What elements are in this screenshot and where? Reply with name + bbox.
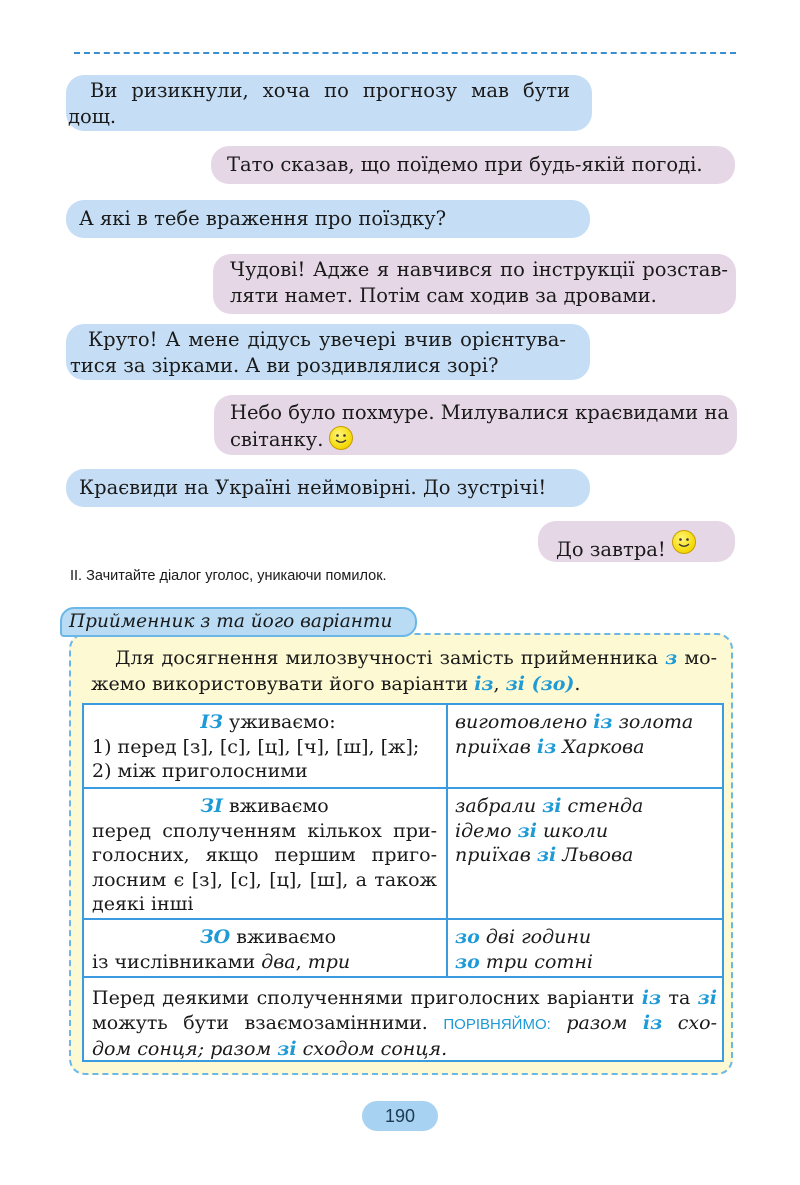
row-zi-examples (455, 794, 720, 868)
row-zo-heading-rest: вживаємо (230, 926, 337, 948)
dialogue-bubble-5 (66, 324, 590, 380)
row-zo-comma: , (295, 950, 308, 973)
note-text: можуть бути взаємозамінними. (92, 1012, 444, 1034)
example-accent: зі (542, 795, 562, 817)
note-text: сходом сонця. (296, 1038, 448, 1060)
row-zo-numeral-dva: два (261, 950, 296, 973)
bubble-5-line1: Круто! А мене дідусь увечері вчив орієнтува- (88, 328, 566, 351)
note-accent: зі (697, 987, 717, 1009)
example-text: стенда (561, 795, 644, 817)
note-text: дом сонця; разом (92, 1038, 278, 1060)
row-divider (84, 918, 722, 920)
intro-accent-iz: із (474, 673, 494, 695)
smiley-icon (329, 426, 353, 450)
row-zi-line3: лосним є [з], [с], [ц], [ш], а також (92, 868, 437, 891)
row-iz-heading-rest: уживаємо: (222, 711, 336, 733)
example-text: золота (612, 711, 694, 733)
bubble-2-text: Тато сказав, що поїдемо при будь-якій погоді. (227, 153, 703, 176)
intro-end: . (574, 673, 581, 695)
instruction-text: II. Зачитайте діалог уголос, уникаючи помилок. (70, 568, 387, 584)
example-text: Харкова (556, 735, 645, 758)
dialogue-bubble-6 (214, 395, 737, 455)
note-text: схо- (662, 1012, 717, 1034)
row-zo-rule (92, 925, 444, 974)
rule-table (82, 703, 724, 1062)
bubble-8-text: До завтра! (556, 538, 666, 561)
row-divider (84, 976, 722, 978)
intro-text-a: Для досягнення милозвучності замість прийменника (115, 647, 666, 669)
example-accent: зо (455, 950, 480, 973)
example-text: ідемо (455, 819, 518, 842)
bubble-6-line1: Небо було похмуре. Милувалися краєвидами на (230, 401, 729, 424)
dialogue-bubble-7 (66, 469, 590, 507)
column-divider (446, 705, 448, 978)
row-zi-line2: голосних, якщо першим пригo- (92, 844, 437, 866)
note-accent: зі (277, 1038, 297, 1060)
row-zi-line1: перед сполученням кількох при- (92, 819, 437, 842)
row-iz-examples (455, 710, 720, 759)
example-text: приїхав (455, 735, 537, 758)
example-accent: із (536, 735, 557, 758)
example-text: дві години (479, 926, 592, 948)
bubble-6-line2: світанку. (230, 428, 324, 451)
rule-intro (91, 645, 717, 697)
note-accent: із (641, 987, 662, 1009)
bubble-1-line2: дощ. (68, 105, 117, 128)
note-text: Перед деякими сполученнями приголосних варіанти (92, 987, 642, 1009)
dialogue-bubble-3 (66, 200, 590, 238)
example-text: забрали (455, 795, 543, 817)
row-zi-line4: деякі інші (92, 893, 194, 915)
row-divider (84, 787, 722, 789)
row-zo-examples (455, 925, 720, 974)
smiley-icon (672, 530, 696, 554)
row-zi-heading-rest: вживаємо (222, 795, 329, 817)
example-text: школи (536, 819, 609, 842)
bubble-4-line1: Чудові! Адже я навчився по інструкції розстав- (230, 258, 728, 281)
row-zo-line-text: із числівниками (92, 950, 262, 973)
row-iz-line2: 2) між приголосними (92, 760, 308, 782)
example-accent: із (593, 711, 613, 733)
table-note (92, 986, 717, 1062)
row-iz-heading: ІЗ (200, 711, 223, 733)
intro-comma: , (493, 673, 506, 695)
row-zo-numeral-try: три (307, 950, 351, 973)
bubble-7-text: Краєвиди на Україні неймовірні. До зустрічі! (79, 476, 547, 499)
example-text: виготовлено (455, 711, 594, 733)
bubble-4-line2: ляти намет. Потім сам ходив за дровами. (230, 284, 657, 307)
row-zi-rule (92, 794, 437, 917)
note-text: разом (550, 1012, 643, 1034)
intro-accent-z: з (665, 647, 678, 669)
example-text: три сотні (479, 950, 593, 973)
example-accent: зі (536, 844, 557, 866)
note-text: та (661, 987, 698, 1009)
example-accent: зо (455, 926, 480, 948)
note-accent: із (642, 1012, 663, 1034)
intro-text-b: мо- (677, 647, 717, 669)
top-divider (74, 52, 736, 54)
example-text: приїхав (455, 844, 537, 866)
compare-label: ПОРІВНЯЙМО: (443, 1016, 551, 1033)
example-text: Львова (556, 844, 634, 866)
row-iz-line1: 1) перед [з], [с], [ц], [ч], [ш], [ж]; (92, 735, 420, 758)
dialogue-bubble-4 (213, 254, 736, 314)
row-iz-rule (92, 710, 444, 784)
bubble-5-line2: тися за зірками. А ви роздивлялися зорі? (70, 354, 499, 377)
intro-accent-zi: зі (зо) (505, 673, 575, 695)
rule-title: Прийменник з та його варіанти (60, 607, 417, 637)
bubble-3-text: А які в тебе враження про поїздку? (79, 207, 447, 230)
row-zo-heading: ЗО (199, 926, 231, 948)
dialogue-bubble-8 (538, 521, 735, 562)
dialogue-bubble-2 (211, 146, 735, 184)
bubble-1-line1: Ви ризикнули, хоча по прогнозу мав бути (90, 79, 570, 102)
page-number: 190 (362, 1101, 438, 1131)
example-accent: зі (517, 819, 537, 842)
intro-text-c: жемо використовувати його варіанти (91, 673, 475, 695)
row-zi-heading: ЗІ (200, 795, 223, 817)
dialogue-bubble-1 (66, 75, 592, 131)
